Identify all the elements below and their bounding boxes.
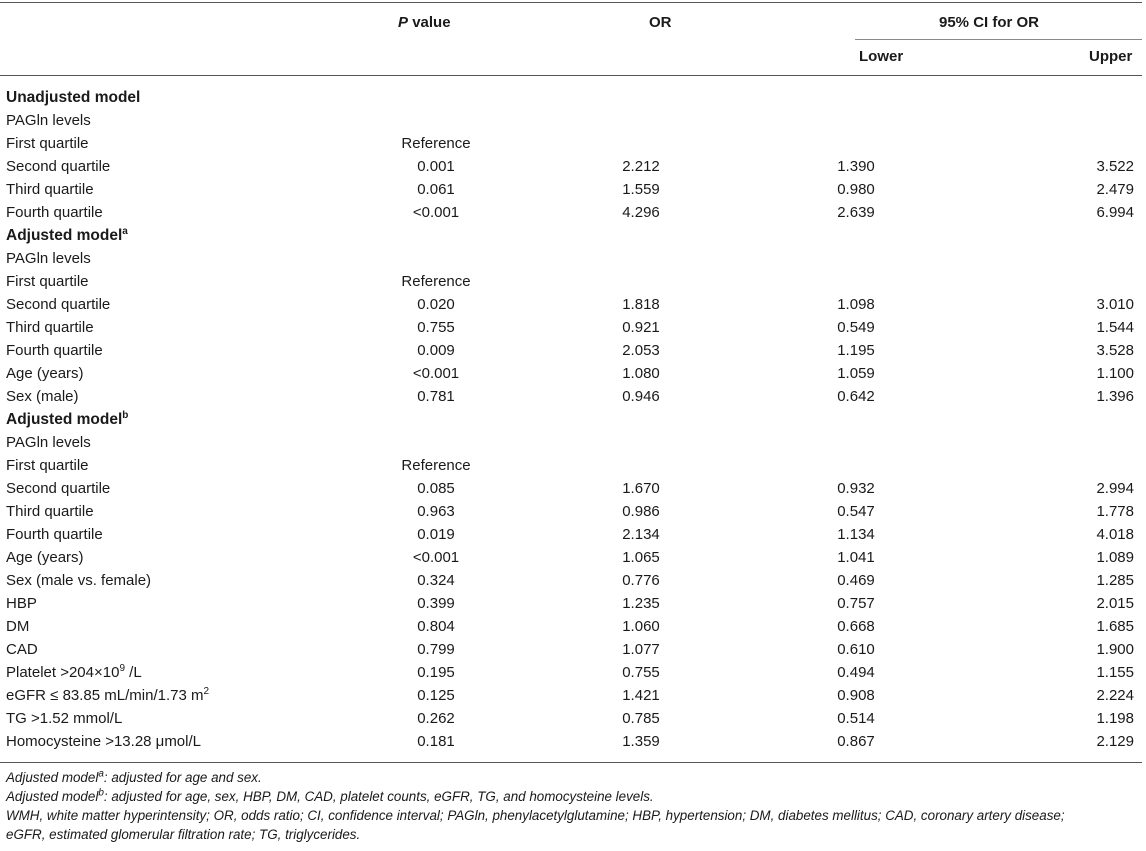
ci-upper-cell: 1.100 xyxy=(1096,365,1134,382)
row-label: TG >1.52 mmol/L xyxy=(6,710,123,727)
table-row xyxy=(0,339,1142,362)
ci-upper-cell: 3.522 xyxy=(1096,158,1134,175)
ci-lower-cell xyxy=(766,224,946,247)
p-value-cell: 0.019 xyxy=(417,526,455,543)
ci-upper-cell: 3.010 xyxy=(1096,296,1134,313)
or-cell: 1.559 xyxy=(622,181,660,198)
ci-lower-cell xyxy=(766,109,946,132)
p-value-cell: 0.085 xyxy=(417,480,455,497)
ci-upper-cell xyxy=(946,247,1142,270)
ci-lower-cell: 0.549 xyxy=(837,319,875,336)
ci-upper-cell: 1.089 xyxy=(1096,549,1134,566)
p-value-cell: 0.799 xyxy=(417,641,455,658)
or-cell xyxy=(516,454,766,477)
table-row xyxy=(0,385,1142,408)
ci-lower-cell xyxy=(766,270,946,293)
p-value-cell: 0.262 xyxy=(417,710,455,727)
ci-lower-cell xyxy=(766,132,946,155)
table-row xyxy=(0,293,1142,316)
row-label: First quartile xyxy=(6,457,89,474)
p-value-cell: 0.755 xyxy=(417,319,455,336)
ci-upper-cell xyxy=(946,431,1142,454)
ci-lower-cell: 1.390 xyxy=(837,158,875,175)
or-cell: 1.818 xyxy=(622,296,660,313)
table-row xyxy=(0,155,1142,178)
table-row xyxy=(0,638,1142,661)
ci-upper-cell: 2.994 xyxy=(1096,480,1134,497)
ci-upper-cell: 2.224 xyxy=(1096,687,1134,704)
or-cell xyxy=(516,109,766,132)
row-label: Third quartile xyxy=(6,503,94,520)
ci-lower-cell: 1.098 xyxy=(837,296,875,313)
ci-upper-cell: 1.544 xyxy=(1096,319,1134,336)
ci-lower-cell xyxy=(766,431,946,454)
section-row xyxy=(0,408,1142,431)
section-label: Adjusted model$^a$ xyxy=(6,225,128,244)
or-cell: 2.134 xyxy=(622,526,660,543)
p-value-cell xyxy=(356,224,516,247)
table-row xyxy=(0,684,1142,707)
or-cell: 1.235 xyxy=(622,595,660,612)
table-row xyxy=(0,178,1142,201)
ci-lower-cell: 0.547 xyxy=(837,503,875,520)
p-value-cell: Reference xyxy=(401,273,471,290)
p-value-cell: 0.181 xyxy=(417,733,455,750)
row-label: PAGln levels xyxy=(6,112,91,129)
or-cell xyxy=(516,408,766,431)
table-row xyxy=(0,500,1142,523)
p-value-cell xyxy=(356,431,516,454)
row-label: CAD xyxy=(6,641,38,658)
ci-upper-cell xyxy=(946,270,1142,293)
p-value-cell xyxy=(356,86,516,109)
or-cell: 1.060 xyxy=(622,618,660,635)
ci-upper-cell xyxy=(946,86,1142,109)
section-label: Adjusted model$^b$ xyxy=(6,409,129,428)
ci-lower-cell: 0.867 xyxy=(837,733,875,750)
p-value-cell xyxy=(356,408,516,431)
p-value-cell: Reference xyxy=(401,457,471,474)
ci-lower-cell xyxy=(766,408,946,431)
ci-lower-cell: 0.494 xyxy=(837,664,875,681)
row-label: DM xyxy=(6,618,30,635)
ci-lower-cell: 0.908 xyxy=(837,687,875,704)
ci-upper-cell: 2.479 xyxy=(1096,181,1134,198)
ci-upper-cell xyxy=(946,109,1142,132)
header-lower: Lower xyxy=(859,48,904,65)
or-cell xyxy=(516,86,766,109)
p-value-cell: 0.324 xyxy=(417,572,455,589)
table-row xyxy=(0,431,1142,454)
or-cell xyxy=(516,270,766,293)
ci-subrule xyxy=(855,39,1142,40)
p-value-cell: 0.020 xyxy=(417,296,455,313)
row-label: Second quartile xyxy=(6,158,111,175)
p-value-cell: Reference xyxy=(401,135,471,152)
table-row xyxy=(0,592,1142,615)
row-label: Sex (male) xyxy=(6,388,79,405)
ci-lower-cell: 0.469 xyxy=(837,572,875,589)
p-value-cell: 0.061 xyxy=(417,181,455,198)
ci-upper-cell xyxy=(946,224,1142,247)
table-row xyxy=(0,201,1142,224)
row-label: Fourth quartile xyxy=(6,342,103,359)
p-value-cell: 0.399 xyxy=(417,595,455,612)
table-row xyxy=(0,362,1142,385)
ci-lower-cell: 0.757 xyxy=(837,595,875,612)
or-cell xyxy=(516,431,766,454)
ci-lower-cell: 1.059 xyxy=(837,365,875,382)
p-value-cell xyxy=(356,247,516,270)
table-row xyxy=(0,132,1142,155)
table-row xyxy=(0,270,1142,293)
ci-upper-cell: 2.129 xyxy=(1096,733,1134,750)
table-row xyxy=(0,316,1142,339)
bottom-rule xyxy=(0,762,1142,763)
ci-lower-cell: 1.195 xyxy=(837,342,875,359)
p-value-cell: <0.001 xyxy=(412,365,460,382)
p-value-cell: 0.804 xyxy=(417,618,455,635)
table-row xyxy=(0,477,1142,500)
p-value-cell: 0.125 xyxy=(417,687,455,704)
or-cell: 1.065 xyxy=(622,549,660,566)
footnote: Adjusted model$^a$: adjusted for age and sex. xyxy=(6,768,262,785)
or-cell: 0.785 xyxy=(622,710,660,727)
row-label: Homocysteine >13.28 μmol/L xyxy=(6,733,201,750)
p-value-cell: 0.963 xyxy=(417,503,455,520)
p-value-cell: 0.001 xyxy=(417,158,455,175)
ci-upper-cell: 1.900 xyxy=(1096,641,1134,658)
table-row xyxy=(0,730,1142,753)
ci-upper-cell: 4.018 xyxy=(1096,526,1134,543)
p-value-cell: <0.001 xyxy=(412,204,460,221)
ci-lower-cell: 0.514 xyxy=(837,710,875,727)
section-label: Unadjusted model xyxy=(6,89,141,106)
or-cell: 0.755 xyxy=(622,664,660,681)
row-label: First quartile xyxy=(6,135,89,152)
ci-lower-cell: 0.610 xyxy=(837,641,875,658)
header-upper: Upper xyxy=(1089,48,1133,65)
row-label: Age (years) xyxy=(6,365,84,382)
p-value-cell: <0.001 xyxy=(412,549,460,566)
ci-upper-cell: 1.198 xyxy=(1096,710,1134,727)
row-label: PAGln levels xyxy=(6,250,91,267)
row-label: First quartile xyxy=(6,273,89,290)
row-label: Third quartile xyxy=(6,181,94,198)
table-footnotes xyxy=(6,768,1142,844)
ci-upper-cell xyxy=(946,408,1142,431)
table-row xyxy=(0,661,1142,684)
table-row xyxy=(0,569,1142,592)
header-p-value: P value xyxy=(398,14,451,31)
or-cell: 0.946 xyxy=(622,388,660,405)
ci-lower-cell: 0.668 xyxy=(837,618,875,635)
ci-upper-cell: 2.015 xyxy=(1096,595,1134,612)
table-row xyxy=(0,707,1142,730)
p-value-cell xyxy=(356,109,516,132)
ci-upper-cell xyxy=(946,132,1142,155)
ci-lower-cell xyxy=(766,247,946,270)
ci-lower-cell xyxy=(766,454,946,477)
ci-lower-cell: 0.980 xyxy=(837,181,875,198)
or-cell: 2.212 xyxy=(622,158,660,175)
footnote: Adjusted model$^b$: adjusted for age, sex, HBP, DM, CAD, platelet counts, eGFR, TG, and homocysteine levels. xyxy=(6,787,654,804)
or-cell xyxy=(516,224,766,247)
row-label: eGFR ≤ 83.85 mL/min/1.73 $m^2$ xyxy=(6,686,210,704)
ci-lower-cell: 0.932 xyxy=(837,480,875,497)
data-table xyxy=(0,86,1142,753)
or-cell: 0.921 xyxy=(622,319,660,336)
or-cell: 1.077 xyxy=(622,641,660,658)
or-cell: 1.421 xyxy=(622,687,660,704)
p-value-cell: 0.009 xyxy=(417,342,455,359)
row-label: Sex (male vs. female) xyxy=(6,572,152,589)
or-cell: 4.296 xyxy=(622,204,660,221)
row-label: Second quartile xyxy=(6,296,111,313)
header-or: OR xyxy=(649,14,672,31)
footnote: eGFR, estimated glomerular filtration rate; TG, triglycerides. xyxy=(6,827,361,842)
table-row xyxy=(0,546,1142,569)
ci-upper-cell: 6.994 xyxy=(1096,204,1134,221)
p-value-cell: 0.781 xyxy=(417,388,455,405)
ci-upper-cell: 1.285 xyxy=(1096,572,1134,589)
footnote: WMH, white matter hyperintensity; OR, odds ratio; CI, confidence interval; PAGln, phenylacetylglutamine; HBP, hypertension; DM, diabetes mellitus; CAD, coronary artery disease; xyxy=(6,808,1065,823)
or-cell xyxy=(516,132,766,155)
ci-upper-cell xyxy=(946,454,1142,477)
row-label: Second quartile xyxy=(6,480,111,497)
row-label: Fourth quartile xyxy=(6,204,103,221)
row-label: Third quartile xyxy=(6,319,94,336)
ci-upper-cell: 1.155 xyxy=(1096,664,1134,681)
table-row xyxy=(0,523,1142,546)
header-rule xyxy=(0,75,1142,76)
ci-lower-cell: 1.041 xyxy=(837,549,875,566)
or-cell: 1.080 xyxy=(622,365,660,382)
ci-upper-cell: 3.528 xyxy=(1096,342,1134,359)
row-label: Platelet $>204\times 10^9$ /L xyxy=(6,663,142,681)
or-cell xyxy=(516,247,766,270)
ci-lower-cell: 0.642 xyxy=(837,388,875,405)
or-cell: 1.359 xyxy=(622,733,660,750)
ci-lower-cell: 2.639 xyxy=(837,204,875,221)
or-cell: 1.670 xyxy=(622,480,660,497)
or-cell: 0.986 xyxy=(622,503,660,520)
top-rule xyxy=(0,2,1142,3)
p-value-cell: 0.195 xyxy=(417,664,455,681)
or-cell: 2.053 xyxy=(622,342,660,359)
ci-upper-cell: 1.778 xyxy=(1096,503,1134,520)
row-label: HBP xyxy=(6,595,37,612)
table-row xyxy=(0,109,1142,132)
table-row xyxy=(0,615,1142,638)
row-label: Fourth quartile xyxy=(6,526,103,543)
ci-lower-cell: 1.134 xyxy=(837,526,875,543)
or-cell: 0.776 xyxy=(622,572,660,589)
ci-lower-cell xyxy=(766,86,946,109)
row-label: Age (years) xyxy=(6,549,84,566)
row-label: PAGln levels xyxy=(6,434,91,451)
header-ci: 95% CI for OR xyxy=(939,14,1040,31)
ci-upper-cell: 1.685 xyxy=(1096,618,1134,635)
section-row xyxy=(0,224,1142,247)
ci-upper-cell: 1.396 xyxy=(1096,388,1134,405)
section-row xyxy=(0,86,1142,109)
table-row xyxy=(0,454,1142,477)
table-row xyxy=(0,247,1142,270)
